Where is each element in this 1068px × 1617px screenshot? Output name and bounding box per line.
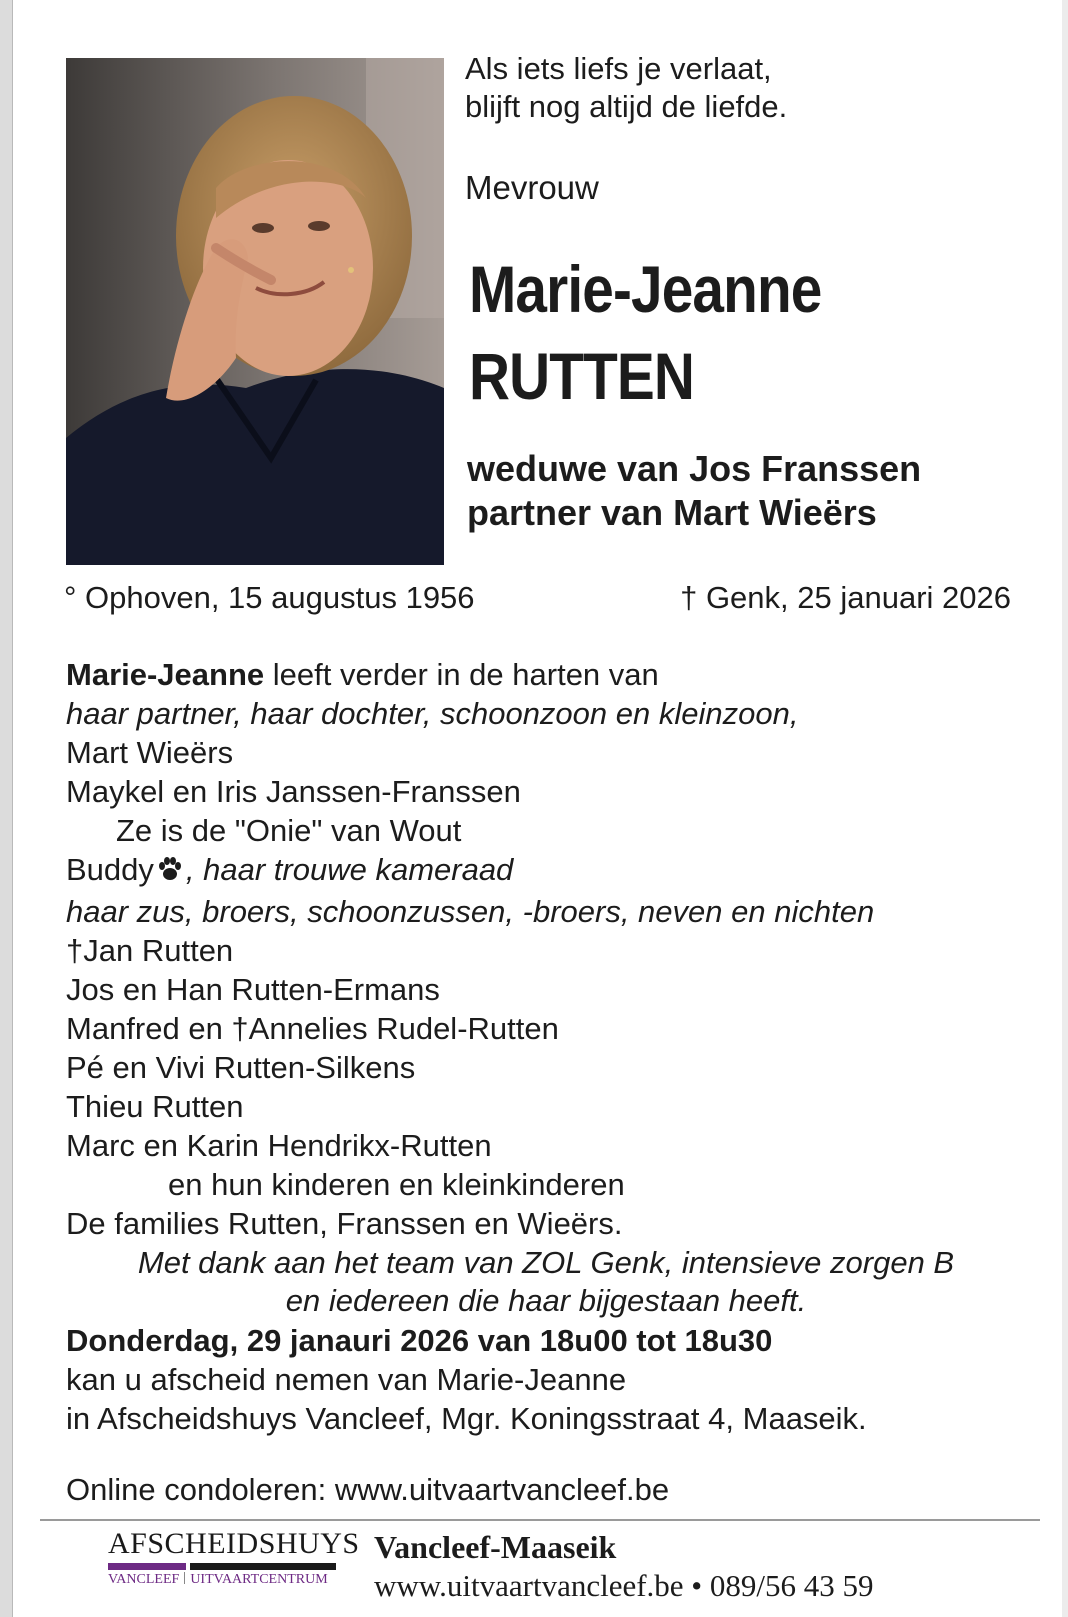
thanks-line-2: en iedereen die haar bijgestaan heeft. <box>285 1283 807 1318</box>
family-intro: haar partner, haar dochter, schoonzoon en kleinzoon, <box>66 696 799 731</box>
relations <box>467 447 921 535</box>
children-note: en hun kinderen en kleinkinderen <box>168 1167 625 1202</box>
partner-of: partner van Mart Wieërs <box>467 492 877 533</box>
portrait-photo <box>66 58 444 565</box>
sibling-line: Thieu Rutten <box>66 1089 244 1124</box>
footer-brand: Vancleef-Maaseik <box>374 1529 617 1565</box>
paw-icon <box>156 853 184 892</box>
intro-text: leeft verder in de harten van <box>264 657 659 692</box>
visit-line-2: kan u afscheid nemen van Marie-Jeanne <box>66 1362 627 1397</box>
logo-bar <box>108 1563 336 1570</box>
sibling-line: †Jan Rutten <box>66 933 234 968</box>
motto <box>465 50 787 126</box>
logo-subline <box>108 1572 338 1588</box>
first-name: Marie-Jeanne <box>469 252 822 326</box>
widow-of: weduwe van Jos Franssen <box>467 448 922 489</box>
left-edge <box>0 0 13 1617</box>
grandchild-line: Ze is de "Onie" van Wout <box>116 813 462 848</box>
honorific: Mevrouw <box>465 169 599 206</box>
last-name: RUTTEN <box>469 339 695 413</box>
visit-line-3: in Afscheidshuys Vancleef, Mgr. Koningsstraat 4, Maaseik. <box>66 1401 867 1436</box>
sibling-line: Pé en Vivi Rutten-Silkens <box>66 1050 416 1085</box>
visit-date: Donderdag, 29 janauri 2026 van 18u00 tot 18u30 <box>66 1323 773 1358</box>
motto-line-1: Als iets liefs je verlaat, <box>465 51 772 86</box>
logo-right: UITVAARTCENTRUM <box>190 1572 328 1587</box>
logo-wordmark: AFSCHEIDSHUYS <box>108 1527 360 1560</box>
thanks-line-1: Met dank aan het team van ZOL Genk, intensieve zorgen B <box>137 1245 955 1280</box>
footer-divider <box>40 1519 1040 1521</box>
announcement-body <box>66 655 1026 1438</box>
families-line: De families Rutten, Franssen en Wieërs. <box>66 1206 623 1241</box>
sibling-line: Manfred en †Annelies Rudel-Rutten <box>66 1011 559 1046</box>
dog-description: , haar trouwe kameraad <box>185 852 514 887</box>
sibling-line: Jos en Han Rutten-Ermans <box>66 972 440 1007</box>
funeral-home-logo <box>108 1527 360 1609</box>
intro-line <box>66 655 1026 694</box>
intro-name: Marie-Jeanne <box>66 657 265 692</box>
thanks-block <box>66 1243 1026 1321</box>
daughter-line: Maykel en Iris Janssen-Franssen <box>66 774 521 809</box>
footer-contact: www.uitvaartvancleef.be • 089/56 43 59 <box>374 1568 874 1603</box>
sibling-line: Marc en Karin Hendrikx-Rutten <box>66 1128 492 1163</box>
motto-line-2: blijft nog altijd de liefde. <box>465 89 788 124</box>
logo-left: VANCLEEF <box>108 1572 180 1587</box>
death-info: † Genk, 25 januari 2026 <box>680 580 1011 615</box>
deceased-name <box>469 246 821 420</box>
birth-info: ° Ophoven, 15 augustus 1956 <box>64 580 475 615</box>
dog-line <box>66 850 1026 892</box>
right-edge <box>1062 0 1068 1617</box>
partner-line: Mart Wieërs <box>66 735 234 770</box>
online-condolence: Online condoleren: www.uitvaartvancleef.be <box>66 1472 670 1507</box>
siblings-intro: haar zus, broers, schoonzussen, -broers, neven en nichten <box>66 894 875 929</box>
dog-name: Buddy <box>66 852 154 887</box>
